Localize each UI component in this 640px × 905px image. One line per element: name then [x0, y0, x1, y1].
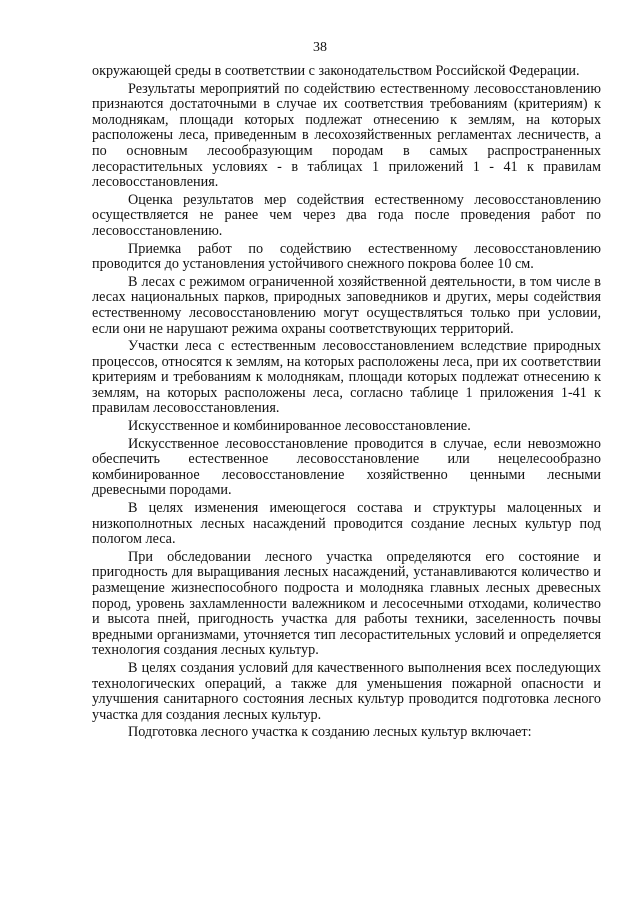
paragraph: В целях создания условий для качественного выполнения всех последующих технологических операций, а также для уменьшения пожарной опасности и улучшения санитарного состояния лесных культур проводится подготовка лесного участка для создания лесных культур.	[92, 659, 601, 723]
section-heading: Искусственное и комбинированное лесовосстановление.	[128, 418, 471, 435]
paragraph: Оценка результатов мер содействия естественному лесовосстановлению осуществляется не ранее чем через два года после проведения работ по лесовосстановлению.	[92, 191, 601, 239]
paragraph: Искусственное лесовосстановление проводится в случае, если невозможно обеспечить естественное лесовосстановление или нецелесообразно комбинированное лесовосстановление хозяйственно ценными лесными древесными породами.	[92, 435, 601, 499]
paragraph: В целях изменения имеющегося состава и структуры малоценных и низкополнотных лесных насаждений проводится создание лесных культур под пологом леса.	[92, 500, 601, 548]
paragraph: Результаты мероприятий по содействию естественному лесовосстановлению признаются достаточными в случае их соответствия требованиям (критериям) к молоднякам, площади которых подлежат отнесению к землям, на которых расположены леса, приведенным в лесохозяйственных регламентах лесничеств, а по основным лесообразующим породам в самых распространенных лесорастительных условиях - в таблицах 1 приложений 1 - 41 к правилам лесовосстановления.	[92, 80, 601, 191]
paragraph: Участки леса с естественным лесовосстановлением вследствие природных процессов, относятся к землям, на которых расположены леса, при их соответствии критериям и требованиям к молоднякам, площади которых подлежат отнесению к землям, на которых расположены леса, согласно таблице 1 приложения 1-41 к правилам лесовосстановления.	[92, 338, 601, 417]
document-body	[92, 64, 601, 743]
paragraph: При обследовании лесного участка определяются его состояние и пригодность для выращивания лесных насаждений, устанавливаются количество и размещение жизнеспособного подроста и молодняка главных лесных древесных пород, уровень захламленности валежником и лесосечными отходами, количество и высота пней, пригодность участка для работы техники, заселенность почвы вредными организмами, уточняется тип лесорастительных условий и определяется технология создания лесных культур.	[92, 548, 601, 659]
paragraph: окружающей среды в соответствии с законодательством Российской Федерации.	[92, 63, 580, 79]
page-number: 38	[313, 40, 327, 55]
paragraph: Подготовка лесного участка к созданию лесных культур включает:	[128, 724, 532, 741]
paragraph: Приемка работ по содействию естественному лесовосстановлению проводится до установления устойчивого снежного покрова более 10 см.	[92, 240, 601, 273]
paragraph: В лесах с режимом ограниченной хозяйственной деятельности, в том числе в лесах национальных парков, природных заповедников и других, меры содействия естественному лесовосстановлению могут осуществляться только при условии, если они не нарушают режима охраны соответствующих территорий.	[92, 273, 601, 337]
